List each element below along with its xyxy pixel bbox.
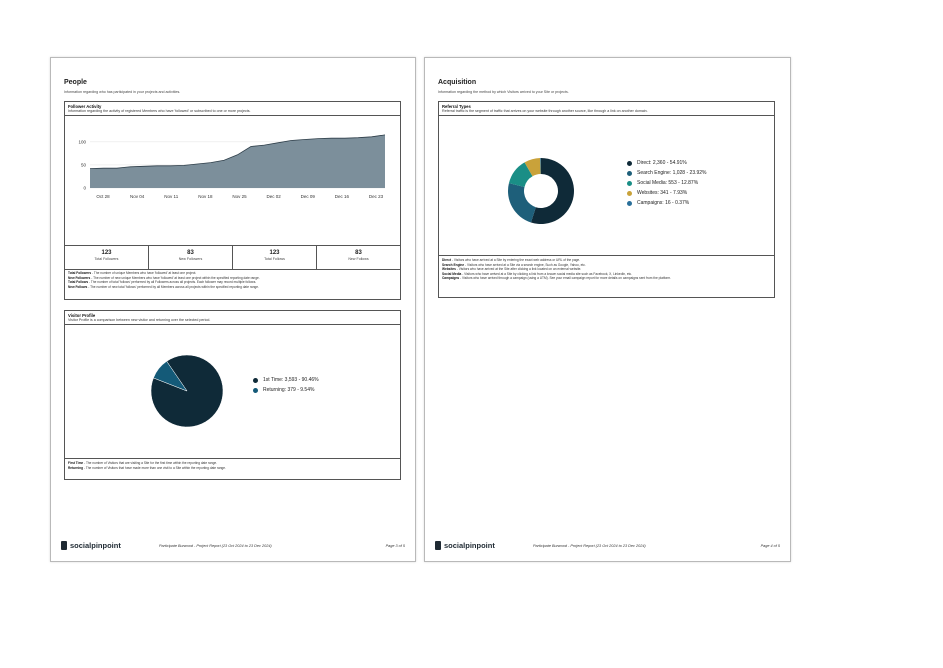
note-term: Search Engine	[442, 262, 465, 267]
x-tick-label: Dec 09	[300, 194, 315, 199]
stat-value: 123	[101, 250, 112, 256]
legend-label: Search Engine: 1,028 - 23.92%	[637, 170, 707, 176]
note-term: Social Media	[442, 271, 462, 276]
note-text: - Visitors who have arrived through a campaign (using a UTM). See your email campaign report for more details on campaigns sent from the platform.	[459, 276, 672, 281]
note-term: Websites	[442, 267, 456, 272]
section-title: Acquisition	[438, 79, 477, 86]
note-text: - The number of new total 'follows' performed by all Members across all projects within the specified reporting date range.	[87, 284, 259, 289]
section-subtitle: Information regarding the method by which Visitors arrived to your Site or projects.	[438, 90, 569, 94]
note-text: - The number of Visitors that are visiting a Site for the first time within the reporting date range.	[83, 461, 218, 465]
stat-new-follows	[317, 246, 400, 269]
stat-label: New Followers	[178, 257, 203, 261]
area-series	[90, 135, 385, 188]
report-page-3	[50, 57, 416, 562]
referral-donut-chart	[506, 156, 576, 226]
section-subtitle: Information regarding who has participated in your projects and activities.	[64, 90, 181, 94]
section-title: People	[64, 79, 87, 86]
stat-total-follows	[233, 246, 317, 269]
x-tick-label: Oct 28	[96, 194, 110, 199]
legend-item-returning	[253, 385, 319, 395]
legend-label: Direct: 2,360 - 54.91%	[637, 160, 687, 166]
y-tick-label: 100	[78, 139, 86, 145]
note-term: New Follows	[68, 284, 88, 289]
referral-legend	[627, 158, 707, 208]
note-text: - The number of Visitors that have made more than one visit to a Site within the reporting date range.	[83, 465, 226, 470]
note-line	[442, 276, 771, 281]
note-text: - Visitors who have arrived at a Site by clicking a link from a known social media site such as Facebook, X, LinkedIn, etc.	[461, 271, 633, 276]
note-term: New Followers	[68, 275, 91, 280]
note-text: - Visitors who have arrived at a Site via a search engine, Such as Google, Yahoo, etc.	[464, 262, 586, 267]
page-number: Page 4 of 5	[760, 544, 780, 548]
x-tick-label: Dec 23	[368, 194, 384, 199]
follower-notes	[68, 271, 397, 289]
legend-dot	[627, 201, 632, 206]
legend-label: Returning: 379 - 9.54%	[263, 387, 315, 393]
y-tick-label: 0	[83, 185, 86, 191]
note-term: First Time	[68, 461, 84, 465]
note-line	[68, 466, 397, 471]
card-description: Information regarding the activity of registered Members who have 'followed' or subscribed to one or more projects.	[68, 109, 251, 113]
referral-types-card	[438, 101, 775, 298]
legend-dot	[627, 161, 632, 166]
legend-label: Campaigns: 16 - 0.37%	[637, 200, 690, 206]
legend-item-campaigns	[627, 198, 707, 208]
legend-dot	[627, 181, 632, 186]
logo-mark-icon	[61, 541, 67, 550]
page-footer	[435, 541, 780, 553]
card-header	[65, 311, 400, 325]
note-term: Total Followers	[68, 271, 92, 275]
visitor-profile-card	[64, 310, 401, 480]
page-footer	[61, 541, 405, 553]
report-title: Participate Burwood - Project Report (23 Oct 2024 to 23 Dec 2024)	[159, 544, 272, 548]
note-text: - Visitors who have arrived at a Site by entering the exact web address or URL of the page.	[451, 258, 581, 262]
legend-item-first-time	[253, 375, 319, 385]
report-page-4	[424, 57, 791, 562]
card-header	[439, 102, 774, 116]
follower-area-chart	[65, 118, 400, 246]
note-term: Total Follows	[68, 280, 89, 285]
logo-text: socialpinpoint	[444, 541, 495, 550]
x-tick-label: Dec 16	[334, 194, 350, 199]
stat-value: 83	[187, 250, 194, 256]
page-number: Page 3 of 5	[385, 544, 405, 548]
stat-value: 83	[355, 250, 362, 256]
x-tick-label: Dec 02	[266, 194, 281, 199]
card-description: Referral traffic is the segment of traffic that arrives on your website through another source, like through a link on another domain.	[442, 109, 648, 113]
legend-dot	[627, 191, 632, 196]
y-tick-label: 50	[80, 162, 86, 168]
x-tick-label: Nov 04	[129, 194, 145, 199]
note-text: - The number of unique Members who have 'followed' at least one project.	[91, 271, 197, 275]
legend-item-search-engine	[627, 168, 707, 178]
note-text: - Visitors who have arrived at the Site after clicking a link located on an external website.	[455, 267, 582, 272]
x-tick-label: Nov 11	[164, 194, 179, 199]
legend-dot	[253, 388, 258, 393]
card-title: Referral Types	[442, 104, 471, 109]
card-header	[65, 102, 400, 116]
legend-label: Websites: 341 - 7.93%	[637, 190, 688, 196]
card-title: Visitor Profile	[68, 313, 96, 318]
card-title: Follower Activity	[68, 104, 102, 109]
stat-total-followers	[65, 246, 149, 269]
report-title: Participate Burwood - Project Report (23 Oct 2024 to 23 Dec 2024)	[533, 544, 646, 548]
legend-item-direct	[627, 158, 707, 168]
visitor-notes	[65, 458, 400, 472]
socialpinpoint-logo	[435, 541, 495, 550]
note-term: Returning	[68, 465, 84, 470]
legend-label: Social Media: 553 - 12.87%	[637, 180, 699, 186]
donut-slice-search-engine	[508, 183, 536, 222]
note-text: - The number of total 'follows' performed by all Followers across all projects. Each follower may record multiple follows.	[88, 280, 257, 285]
stat-label: New Follows	[348, 257, 369, 261]
x-tick-label: Nov 18	[198, 194, 213, 199]
legend-item-social-media	[627, 178, 707, 188]
referral-notes	[439, 255, 774, 283]
stat-new-followers	[149, 246, 233, 269]
card-description: Visitor Profile is a comparison between new visitor and returning over the selected period.	[68, 318, 211, 322]
stat-label: Total Follows	[264, 257, 285, 261]
visitor-pie-chart	[147, 351, 227, 431]
socialpinpoint-logo	[61, 541, 121, 550]
legend-dot	[253, 378, 258, 383]
note-term: Campaigns	[442, 276, 460, 281]
stat-value: 123	[269, 250, 280, 256]
legend-dot	[627, 171, 632, 176]
follower-stats	[65, 245, 400, 270]
note-text: - The number of new unique Members who have 'followed' at least one project within the specified reporting date range.	[90, 275, 260, 280]
legend-label: 1st Time: 3,593 - 90.46%	[263, 377, 319, 383]
legend-item-websites	[627, 188, 707, 198]
stat-label: Total Followers	[94, 257, 119, 261]
note-term: Direct	[442, 258, 452, 262]
follower-activity-card	[64, 101, 401, 300]
visitor-legend	[253, 375, 319, 395]
x-tick-label: Nov 25	[232, 194, 247, 199]
logo-text: socialpinpoint	[70, 541, 121, 550]
note-line	[68, 285, 397, 290]
logo-mark-icon	[435, 541, 441, 550]
